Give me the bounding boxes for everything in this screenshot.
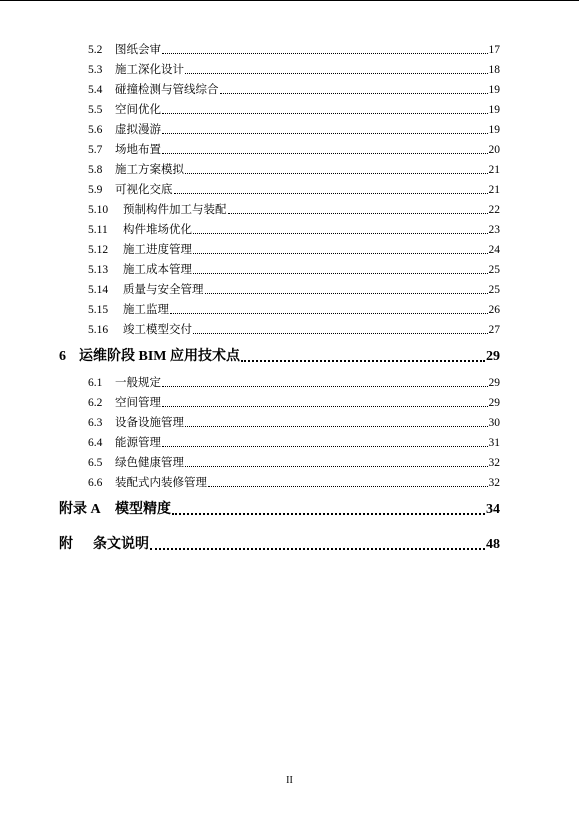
entry-title: 施工方案模拟: [115, 164, 184, 176]
entry-number: 5.3: [88, 64, 103, 76]
toc-entry[interactable]: [88, 202, 500, 218]
page-number: 18: [488, 64, 500, 76]
dot-leader: [162, 53, 488, 54]
entry-number: 5.13: [88, 264, 109, 276]
toc-entry[interactable]: [88, 262, 500, 278]
entry-number: 5.2: [88, 44, 103, 56]
page-number: 29: [488, 397, 500, 409]
toc-entry[interactable]: [88, 415, 500, 431]
toc-entry[interactable]: [88, 162, 500, 178]
page-number: 25: [488, 284, 500, 296]
page-number: 26: [488, 304, 500, 316]
entry-title: 虚拟漫游: [115, 124, 161, 136]
page-number: 29: [486, 349, 500, 364]
toc-entry[interactable]: [88, 142, 500, 158]
toc-entry[interactable]: [88, 222, 500, 238]
entry-number: 6.1: [88, 377, 103, 389]
page-number: 21: [488, 164, 500, 176]
page-number: 23: [488, 224, 500, 236]
toc-chapter-6[interactable]: [59, 347, 500, 367]
dot-leader: [185, 426, 488, 427]
dot-leader: [170, 313, 488, 314]
entry-number: 5.14: [88, 284, 109, 296]
toc-entry[interactable]: [88, 302, 500, 318]
entry-number: 5.10: [88, 204, 109, 216]
dot-leader: [185, 73, 488, 74]
toc-entry[interactable]: [88, 395, 500, 411]
dot-leader: [185, 173, 488, 174]
entry-number: 6.5: [88, 457, 103, 469]
entry-title: 空间优化: [115, 104, 161, 116]
toc-entry[interactable]: [88, 455, 500, 471]
appendix-label: 附录 A: [59, 502, 101, 517]
entry-number: 5.8: [88, 164, 103, 176]
entry-title: 施工进度管理: [123, 244, 192, 256]
toc-entry[interactable]: [88, 375, 500, 391]
entry-number: 5.4: [88, 84, 103, 96]
toc-entry[interactable]: [88, 82, 500, 98]
appendix-title: 模型精度: [115, 502, 171, 517]
page-number: 21: [488, 184, 500, 196]
page-number: 20: [488, 144, 500, 156]
entry-title: 场地布置: [115, 144, 161, 156]
toc-entry[interactable]: [88, 322, 500, 338]
dot-leader: [172, 513, 485, 515]
entry-title: 能源管理: [115, 437, 161, 449]
top-border-line: [0, 0, 579, 1]
entry-title: 空间管理: [115, 397, 161, 409]
entry-title: 质量与安全管理: [123, 284, 204, 296]
entry-title: 一般规定: [115, 377, 161, 389]
entry-number: 5.16: [88, 324, 109, 336]
entry-title: 图纸会审: [115, 44, 161, 56]
toc-entry[interactable]: [88, 475, 500, 491]
toc-entry[interactable]: [88, 435, 500, 451]
page-number: 29: [488, 377, 500, 389]
appendix-title: 条文说明: [93, 537, 149, 552]
entry-title: 构件堆场优化: [123, 224, 192, 236]
entry-number: 5.15: [88, 304, 109, 316]
toc-entry[interactable]: [88, 282, 500, 298]
toc-entry[interactable]: [88, 122, 500, 138]
page-number: 24: [488, 244, 500, 256]
entry-number: 5.6: [88, 124, 103, 136]
entry-title: 施工监理: [123, 304, 169, 316]
dot-leader: [193, 273, 488, 274]
dot-leader: [220, 93, 488, 94]
page-number: 27: [488, 324, 500, 336]
page-footer-number: II: [286, 775, 293, 786]
dot-leader: [205, 293, 488, 294]
dot-leader: [150, 548, 485, 550]
page-number: 22: [488, 204, 500, 216]
entry-number: 5.12: [88, 244, 109, 256]
page-number: 48: [486, 537, 500, 552]
dot-leader: [193, 233, 488, 234]
page-number: 19: [488, 84, 500, 96]
page-number: 25: [488, 264, 500, 276]
dot-leader: [174, 193, 488, 194]
page-number: 34: [486, 502, 500, 517]
page-number: 31: [488, 437, 500, 449]
toc-entry[interactable]: [88, 62, 500, 78]
page-number: 17: [488, 44, 500, 56]
entry-number: 5.5: [88, 104, 103, 116]
dot-leader: [228, 213, 488, 214]
entry-title: 竣工模型交付: [123, 324, 192, 336]
page-number: 19: [488, 104, 500, 116]
page-number: 30: [488, 417, 500, 429]
toc-entry[interactable]: [88, 102, 500, 118]
entry-title: 施工深化设计: [115, 64, 184, 76]
chapter-title: 运维阶段 BIM 应用技术点: [79, 349, 240, 364]
dot-leader: [193, 253, 488, 254]
page-number: 19: [488, 124, 500, 136]
chapter-number: 6: [59, 349, 66, 364]
entry-number: 6.4: [88, 437, 103, 449]
dot-leader: [208, 486, 488, 487]
entry-number: 5.11: [88, 224, 108, 236]
dot-leader: [162, 406, 488, 407]
entry-title: 施工成本管理: [123, 264, 192, 276]
dot-leader: [162, 386, 488, 387]
toc-appendix-a[interactable]: [59, 500, 500, 520]
dot-leader: [162, 446, 488, 447]
page-number: 32: [488, 457, 500, 469]
dot-leader: [162, 113, 488, 114]
entry-title: 碰撞检测与管线综合: [115, 84, 219, 96]
dot-leader: [162, 133, 488, 134]
entry-number: 5.9: [88, 184, 103, 196]
entry-title: 绿色健康管理: [115, 457, 184, 469]
toc-entry[interactable]: [88, 242, 500, 258]
entry-number: 6.6: [88, 477, 103, 489]
entry-title: 设备设施管理: [115, 417, 184, 429]
entry-number: 6.2: [88, 397, 103, 409]
entry-title: 装配式内装修管理: [115, 477, 207, 489]
dot-leader: [241, 360, 485, 362]
entry-title: 可视化交底: [115, 184, 173, 196]
dot-leader: [162, 153, 488, 154]
entry-number: 6.3: [88, 417, 103, 429]
appendix-label: 附: [59, 537, 87, 552]
entry-title: 预制构件加工与装配: [123, 204, 227, 216]
toc-entry[interactable]: [88, 42, 500, 58]
page-number: 32: [488, 477, 500, 489]
toc-appendix-commentary[interactable]: [59, 535, 500, 555]
toc-entry[interactable]: [88, 182, 500, 198]
dot-leader: [185, 466, 488, 467]
entry-number: 5.7: [88, 144, 103, 156]
dot-leader: [193, 333, 488, 334]
